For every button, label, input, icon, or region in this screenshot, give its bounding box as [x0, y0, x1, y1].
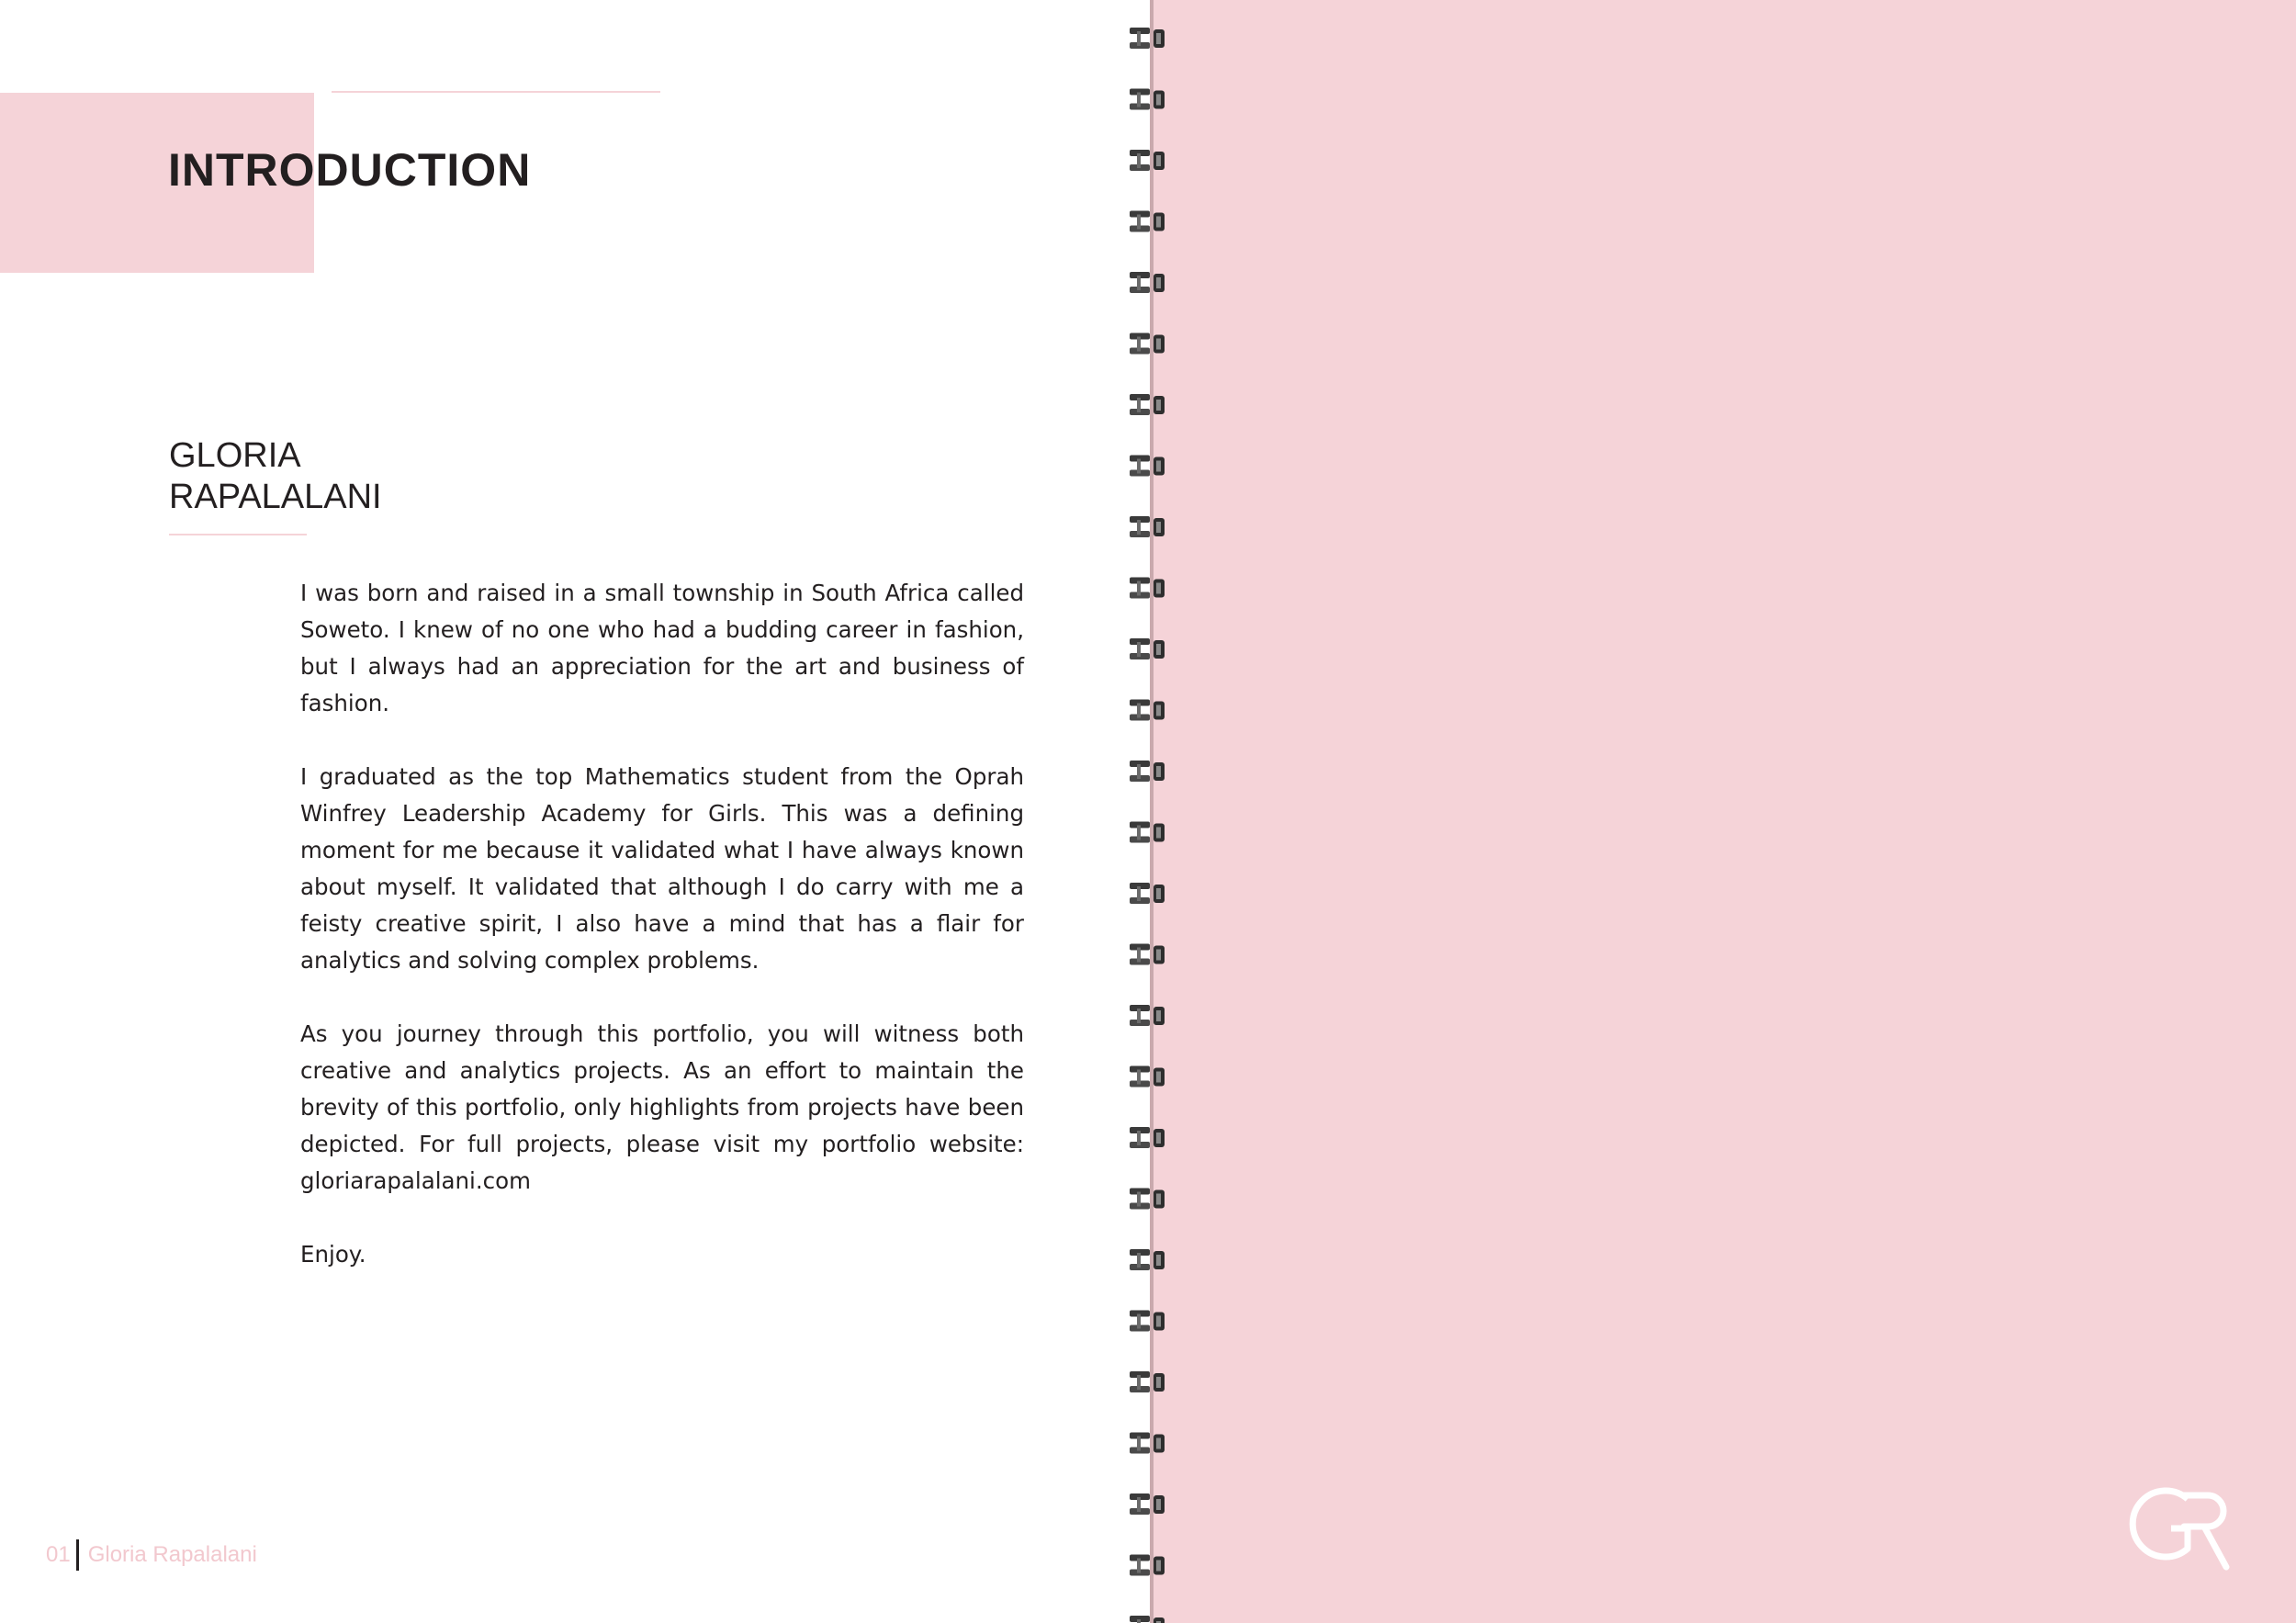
- section-title: INTRODUCTION: [168, 144, 532, 196]
- paragraph-upbringing: I was born and raised in a small township in South Africa called Soweto. I knew of no one who had a budding career in fashion, but I always had an appreciation for the art and business of fashion.: [300, 580, 1024, 716]
- binding-coil: [1130, 761, 1165, 782]
- binding-coil: [1130, 150, 1165, 171]
- binding-coil: [1130, 28, 1165, 49]
- binding-coil: [1130, 1249, 1165, 1270]
- binding-spine: [1150, 0, 1154, 1623]
- binding-coil: [1130, 1433, 1165, 1454]
- binding-coil: [1130, 1371, 1165, 1392]
- binding-coil: [1130, 1311, 1165, 1332]
- page-number: 01: [46, 1542, 71, 1567]
- binding-coil: [1130, 211, 1165, 232]
- binding-coil: [1130, 700, 1165, 721]
- paragraph-education: I graduated as the top Mathematics student from the Oprah Winfrey Leadership Academy for Girls. This was a defining moment for me because it validated what I have always known about myself. It validated that although I do carry with me a feisty creative spirit, I also have a mind that has a flair for analytics and solving complex problems.: [300, 763, 1024, 974]
- binding-coil: [1130, 883, 1165, 904]
- binding-coil: [1130, 1189, 1165, 1210]
- author-first-name: GLORIA: [169, 436, 301, 475]
- binding-coil: [1130, 456, 1165, 477]
- paragraph-closing: Enjoy.: [300, 1241, 366, 1268]
- paragraph-portfolio: As you journey through this portfolio, you will witness both creative and analytics projects. As an effort to maintain the brevity of this portfolio, only highlights from projects have been depicted. For full projects, please visit my portfolio website: gloriarapalalani.com: [300, 1020, 1024, 1194]
- binding-coil: [1130, 1066, 1165, 1088]
- binding-coil: [1130, 1493, 1165, 1515]
- author-last-name: RAPALALANI: [169, 478, 382, 516]
- binding-coil: [1130, 272, 1165, 293]
- intro-body: [300, 575, 1024, 1310]
- binding-coil: [1130, 1127, 1165, 1148]
- right-page: [1150, 0, 2296, 1623]
- spiral-binding-icon: [1126, 0, 1170, 1623]
- binding-coil: [1130, 333, 1165, 355]
- footer-author: Gloria Rapalalani: [87, 1542, 257, 1567]
- binding-coil: [1130, 89, 1165, 110]
- binding-coil: [1130, 394, 1165, 415]
- binding-coil: [1130, 578, 1165, 599]
- binding-coil: [1130, 1616, 1165, 1623]
- top-accent-rule: [332, 91, 660, 93]
- left-page: [0, 0, 1139, 1623]
- footer-divider: [76, 1539, 79, 1571]
- binding-coil: [1130, 822, 1165, 843]
- author-name: [169, 435, 382, 518]
- name-underline: [169, 534, 307, 535]
- binding-coil: [1130, 1005, 1165, 1026]
- gr-monogram-icon: [2127, 1477, 2234, 1576]
- binding-coil: [1130, 1555, 1165, 1576]
- binding-coil: [1130, 944, 1165, 965]
- binding-coil: [1130, 516, 1165, 537]
- page-footer: [46, 1539, 257, 1571]
- binding-coil: [1130, 638, 1165, 659]
